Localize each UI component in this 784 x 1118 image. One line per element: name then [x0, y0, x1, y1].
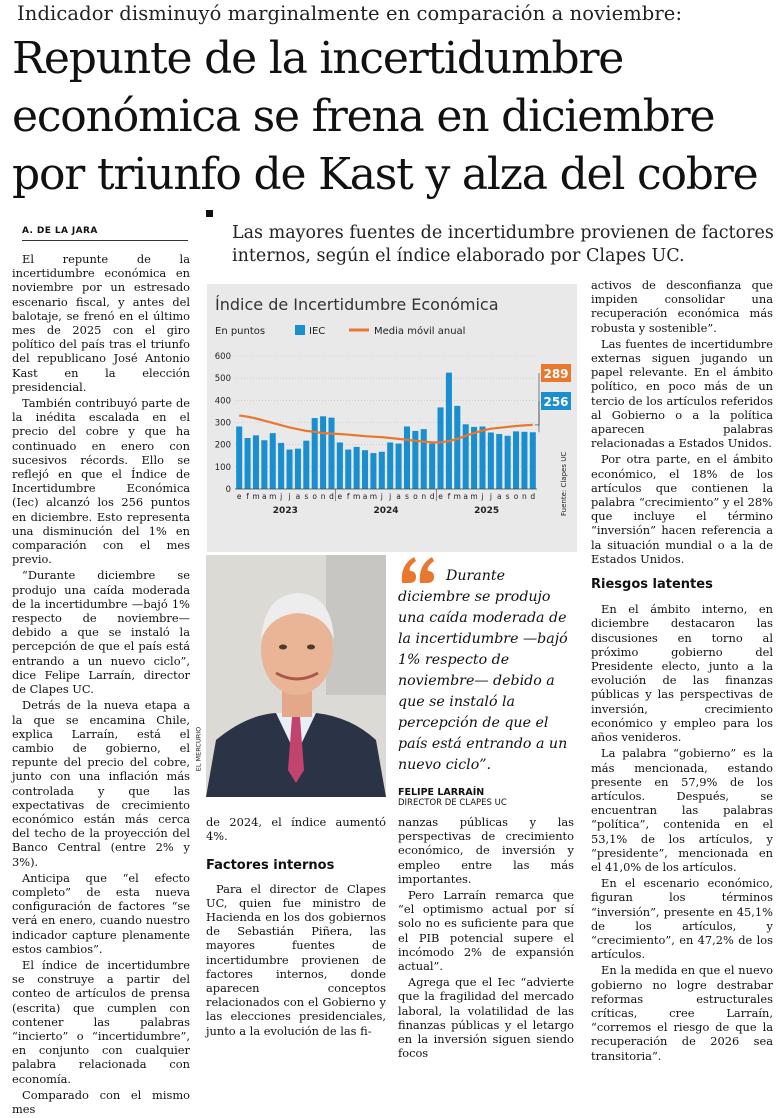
article-column-1 — [12, 252, 190, 1118]
bar-24 — [438, 407, 444, 489]
x-tick-label: j — [380, 492, 383, 501]
x-tick-label: e — [438, 492, 443, 501]
subhead-line-2: internos, según el índice elaborado por Clapes UC. — [232, 246, 685, 266]
article-column-3 — [398, 815, 574, 1062]
x-tick-label: d — [530, 492, 536, 501]
x-tick-label: f — [346, 492, 350, 501]
bar-28 — [471, 427, 477, 489]
x-tick-label: e — [337, 492, 343, 501]
section-heading-riesgos: Riesgos latentes — [591, 577, 713, 593]
bar-20 — [404, 426, 410, 489]
photo-credit: EL MERCURIO — [194, 726, 203, 772]
chart-ylabel: En puntos — [215, 326, 266, 337]
headline-line-1: Repunte de la incertidumbre — [12, 33, 624, 84]
x-tick-label: j — [389, 492, 392, 501]
media-label: 289 — [543, 367, 569, 381]
x-tick-label: o — [513, 492, 519, 501]
paragraph: Pero Larraín remarca que “el optimismo actual por sí solo no es suficiente para que el PIB potencial supere el incómodo 2% de expansión actual”. — [398, 888, 574, 974]
headline-line-3: por triunfo de Kast y alza del cobre — [12, 149, 758, 200]
bar-32 — [505, 436, 511, 489]
legend-iec-swatch — [295, 325, 305, 335]
bar-23 — [429, 444, 435, 489]
bar-34 — [521, 432, 527, 489]
bar-8 — [303, 441, 309, 489]
quote-author: FELIPE LARRAÍN — [398, 787, 485, 798]
year-label: 2023 — [272, 506, 298, 516]
paragraph: Las fuentes de incertidumbre externas siguen jugando un papel relevante. En el ámbito político, en poco más de un tercio de los artículos referidos al Gobierno o a la política aparecen palabras relacionadas a Estados Unidos. — [591, 336, 773, 451]
subhead-bullet — [206, 210, 213, 217]
paragraph: Por otra parte, en el ámbito económico, el 18% de los artículos que contienen la palabra “crecimiento” y el 28% que incluye el término “inversión” hacen referencia a la situación mundial o a la de Estados Unidos. — [591, 452, 773, 566]
x-tick-label: j — [288, 492, 291, 501]
x-tick-label: e — [236, 492, 242, 501]
paragraph: En el ámbito interno, en diciembre destacaron las discusiones en torno al próximo gobierno del Presidente electo, junto a la evolución de las finanzas públicas y las perspectivas de inversión, crecimiento económico y empleo para los años venideros. — [591, 602, 773, 745]
headline — [12, 30, 757, 204]
x-tick-label: j — [280, 492, 283, 501]
x-tick-label: o — [312, 492, 317, 501]
legend-iec-label: IEC — [309, 326, 326, 337]
x-tick-label: a — [463, 492, 468, 501]
bar-3 — [261, 440, 267, 489]
x-tick-label: n — [421, 492, 427, 501]
x-tick-label: a — [496, 492, 502, 501]
x-tick-label: d — [429, 492, 435, 501]
paragraph: En la medida en que el nuevo gobierno no logre destrabar reformas estructurales críticas, cree Larraín, “corremos el riesgo de que la recuperación de 2026 sea transitoria”. — [591, 963, 773, 1063]
bar-17 — [379, 452, 385, 489]
y-tick-label: 600 — [214, 352, 231, 362]
x-tick-label: a — [362, 492, 368, 501]
x-tick-label: f — [246, 492, 249, 501]
article-column-2 — [206, 815, 386, 1040]
x-tick-label: j — [489, 492, 492, 501]
y-tick-label: 200 — [214, 440, 231, 451]
chart-source: Fuente: Clapes UC — [560, 451, 568, 516]
quote-attribution — [398, 788, 507, 808]
paragraph: Agrega que el Iec “advierte que la fragilidad del mercado laboral, la volatilidad de las finanzas públicas y el letargo en la inversión siguen siendo focos — [398, 975, 574, 1061]
year-label: 2025 — [474, 506, 500, 516]
x-tick-label: a — [396, 492, 401, 501]
chart-panel — [207, 284, 577, 552]
paragraph: “Durante diciembre se produjo una caída moderada de la incertidumbre —bajó 1% respecto de noviembre— debido a que se instaló la percepción de que el país está entrando a un nuevo ciclo”, dice Felipe Larraín, director de Clapes UC. — [12, 568, 190, 697]
bar-5 — [278, 443, 284, 489]
portrait-photo — [194, 555, 386, 797]
pull-quote-text: Durante diciembre se produjo una caída moderada de la incertidumbre —bajó 1% respecto de noviembre— debido a que se instaló la percepción de que el país está entrando a un nuevo ciclo”. — [398, 568, 568, 773]
bar-13 — [345, 450, 351, 489]
bar-26 — [454, 406, 460, 489]
bar-35 — [530, 432, 536, 489]
y-tick-label: 400 — [214, 396, 231, 407]
bar-14 — [354, 447, 360, 489]
paragraph: La palabra “gobierno” es la más mencionada, estando presente en 57,9% de los artículos. Después, se encuentran las palabras “política”, contenida en el 53,1% de los artículos, y “presidente”, mencionada en el 41,0% de los artículos. — [591, 746, 773, 874]
x-tick-label: m — [269, 492, 277, 501]
x-tick-label: a — [295, 492, 301, 501]
pull-quote — [398, 566, 573, 776]
byline: A. DE LA JARA — [22, 226, 98, 236]
bar-2 — [253, 435, 259, 489]
article-column-4 — [591, 278, 773, 1065]
paragraph: El repunte de la incertidumbre económica en noviembre por un estresado escenario fiscal, y antes del balotaje, se frenó en el último mes de 2025 con el giro político del país tras el triunfo del republicano José Antonio Kast en la elección presidencial. — [12, 252, 190, 394]
bar-22 — [421, 429, 427, 489]
bar-4 — [270, 433, 276, 489]
paragraph: nanzas públicas y las perspectivas de crecimiento económico, de inversión y empleo entre las más importantes. — [398, 815, 574, 886]
y-tick-label: 0 — [225, 485, 231, 495]
col2-lead: de 2024, el índice aumentó 4%. — [206, 815, 386, 844]
bar-9 — [312, 418, 318, 489]
x-tick-label: m — [470, 492, 478, 501]
paragraph: Anticipa que “el efecto completo” de esta nueva configuración de factores “se verá en enero, cuando nuestro indicador capture plenamente estos cambios”. — [12, 870, 190, 956]
bar-0 — [236, 426, 242, 489]
bar-6 — [287, 450, 293, 489]
bar-1 — [245, 438, 251, 489]
chart-title: Índice de Incertidumbre Económica — [215, 295, 499, 314]
year-label: 2024 — [373, 506, 399, 516]
paragraph: El índice de incertidumbre se construye a partir del conteo de artículos de prensa (escrita) que cumplen con contener las palabras “incierto” o “incertidumbre”, en conjunto con cualquier palabra relacionada con economía. — [12, 957, 190, 1086]
x-tick-label: d — [329, 492, 334, 501]
paragraph: Detrás de la nueva etapa a la que se encamina Chile, explica Larraín, está el cambio de gobierno, el repunte del precio del cobre, junto con una inflación más controlada y que las expectativas de crecimiento económico están más cerca del techo de la proyección del Banco Central (entre 2% y 3%). — [12, 698, 190, 869]
bar-18 — [387, 442, 393, 489]
quote-role: DIRECTOR DE CLAPES UC — [398, 798, 507, 808]
bar-12 — [337, 442, 343, 489]
x-tick-label: m — [369, 492, 378, 501]
bar-15 — [362, 450, 368, 489]
bar-7 — [295, 449, 301, 489]
section-heading-factores: Factores internos — [206, 858, 335, 874]
x-tick-label: f — [447, 492, 451, 501]
col2-paragraph: Para el director de Clapes UC, quien fue ministro de Hacienda en los dos gobiernos de Sebastián Piñera, las mayores fuentes de incertidumbre provienen de factores internos, donde aparecen conceptos relacionados con el Gobierno y las elecciones presidenciales, junto a la evolución de las fi- — [206, 881, 386, 1038]
bar-33 — [513, 431, 519, 489]
kicker: Indicador disminuyó marginalmente en comparación a noviembre: — [17, 2, 683, 25]
x-tick-label: o — [413, 492, 418, 501]
subhead-line-1: Las mayores fuentes de incertidumbre provienen de factores — [232, 223, 774, 243]
paragraph: activos de desconfianza que impiden consolidar una recuperación económica más robusta y sostenible”. — [591, 278, 773, 335]
y-tick-label: 500 — [214, 374, 231, 385]
x-tick-label: m — [453, 492, 461, 501]
bar-10 — [320, 416, 326, 489]
y-tick-label: 300 — [214, 418, 231, 429]
bar-29 — [479, 426, 485, 489]
x-tick-label: s — [505, 492, 510, 501]
x-tick-label: a — [262, 492, 267, 501]
bar-25 — [446, 373, 452, 489]
iec-chart — [207, 284, 577, 552]
x-tick-label: m — [252, 492, 260, 501]
iec-label: 256 — [543, 395, 569, 409]
bar-19 — [396, 444, 402, 489]
x-tick-label: j — [481, 492, 484, 501]
bar-30 — [488, 432, 494, 489]
paragraph: En el escenario económico, figuran los términos “inversión”, presente en 45,1% de los artículos, y “crecimiento”, en 47,2% de los artículos. — [591, 876, 773, 962]
x-tick-label: n — [320, 492, 326, 501]
paragraph: Comparado con el mismo mes — [12, 1087, 190, 1116]
x-tick-label: m — [352, 492, 361, 501]
byline-rule — [22, 240, 188, 241]
y-tick-label: 100 — [214, 462, 231, 473]
subhead — [232, 222, 774, 268]
x-tick-label: n — [522, 492, 527, 501]
portrait-illustration — [206, 555, 386, 797]
legend-media-label: Media móvil anual — [374, 326, 466, 337]
bar-16 — [370, 453, 376, 489]
bar-31 — [496, 434, 502, 489]
x-tick-label: s — [405, 492, 409, 501]
headline-line-2: económica se frena en diciembre — [12, 91, 715, 142]
x-tick-label: s — [304, 492, 309, 501]
paragraph: También contribuyó parte de la inédita escalada en el precio del cobre y que ha continuado en enero con sucesivos récords. Ello se reflejó en que el Índice de Incertidumbre Económica (Iec) alcanzó los 256 puntos en diciembre. Esto representa una disminución del 1% en comparación con el mes previo. — [12, 396, 190, 567]
bar-11 — [328, 418, 334, 489]
